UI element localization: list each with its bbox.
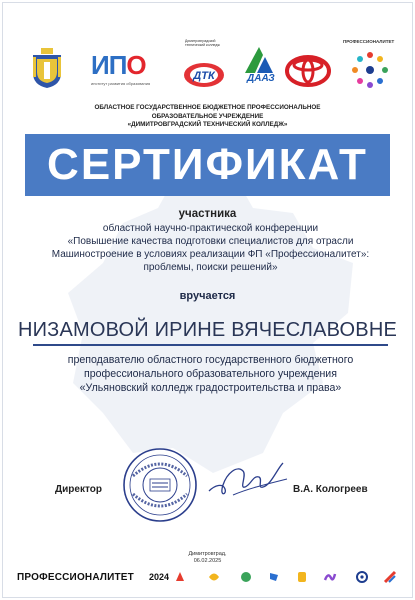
- official-seal-icon: [121, 446, 199, 524]
- place-and-date: Димитровград, 06.02.2025: [188, 551, 227, 564]
- svg-text:ДТК: ДТК: [193, 70, 215, 82]
- awarded-label: вручается: [179, 290, 236, 302]
- professionalitet-logo: ПРОФЕССИОНАЛИТЕТ: [339, 39, 401, 91]
- dtk-logo: Димитровградский технический колледж ДТК: [177, 39, 229, 91]
- conference-description: областной научно-практической конференции «Повышение качества подготовки специалистов для отрасли Машиностроение в условиях реализации ФП «Профессионалитет»: проблемы, поиски решений»: [51, 223, 370, 273]
- region-map-watermark: [63, 153, 363, 483]
- footer-cluster-icon-6: [323, 570, 337, 584]
- upo-logo: ИПО институт развития образования: [91, 50, 151, 86]
- coat-of-arms-icon: [29, 45, 65, 89]
- recipient-position: преподавателю областного государственного бюджетного профессионального образовательного учреждения «Ульяновский колледж градостроительства и права»: [67, 354, 354, 394]
- footer-cluster-icon-8: [383, 570, 397, 584]
- footer-cluster-icon-7: [355, 570, 369, 584]
- name-underline: [33, 344, 388, 346]
- recipient-role: участника: [178, 208, 237, 220]
- footer-cluster-icon-2: [207, 570, 221, 584]
- footer-cluster-icon-5: [295, 570, 309, 584]
- director-label: Директор: [55, 484, 102, 495]
- certificate-title: СЕРТИФИКАТ: [47, 140, 368, 189]
- footer-year: 2024: [149, 572, 170, 582]
- toyota-logo-icon: [285, 55, 331, 87]
- footer-bar: [3, 567, 412, 591]
- certificate-page: [2, 2, 413, 598]
- footer-cluster-icon-1: [173, 570, 187, 584]
- daaz-logo: ДААЗ: [241, 45, 277, 85]
- title-banner: [25, 134, 390, 196]
- partner-logos: [3, 39, 412, 109]
- footer-cluster-icon-3: [239, 570, 253, 584]
- footer-cluster-icon-4: [267, 570, 281, 584]
- footer-brand: ПРОФЕССИОНАЛИТЕТ: [17, 572, 134, 583]
- director-signature: [203, 455, 293, 505]
- college-name: ОБЛАСТНОЕ ГОСУДАРСТВЕННОЕ БЮДЖЕТНОЕ ПРОФЕССИОНАЛЬНОЕ ОБРАЗОВАТЕЛЬНОЕ УЧРЕЖДЕНИЕ «ДИМИТРОВГРАДСКИЙ ТЕХНИЧЕСКИЙ КОЛЛЕДЖ»: [94, 104, 321, 128]
- director-name: В.А. Кологреев: [293, 484, 368, 495]
- recipient-name: НИЗАМОВОЙ ИРИНЕ ВЯЧЕСЛАВОВНЕ: [17, 319, 398, 341]
